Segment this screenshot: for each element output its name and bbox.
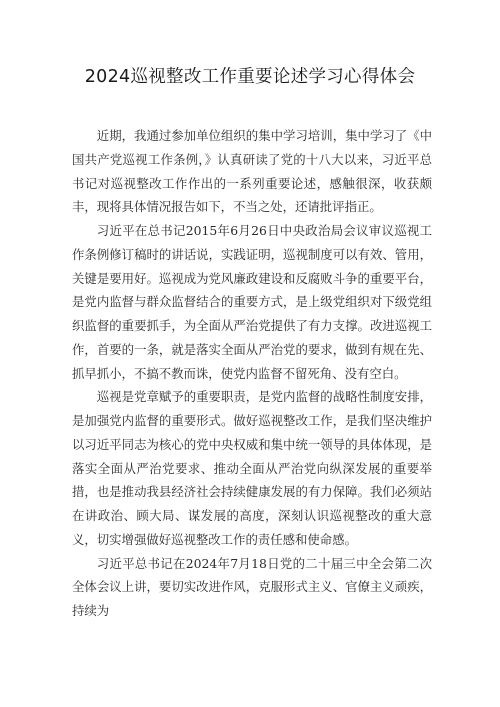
document-title: 2024巡视整改工作重要论述学习心得体会: [84, 67, 416, 87]
paragraph-4: 习近平总书记在2024年7月18日党的二十届三中全会第二次全体会议上讲，要切实改进作风，克服形式主义、官僚主义顽疾，持续为: [72, 555, 432, 618]
document-body: [72, 124, 432, 623]
paragraph-1: 近期，我通过参加单位组织的集中学习培训，集中学习了《中国共产党巡视工作条例，》认真研读了党的十八大以来，习近平总书记对巡视整改工作作出的一系列重要论述，感触很深，收获颇丰，现将具体情况报告如下，不当之处，还请批评指正。: [72, 128, 432, 215]
paragraph-2: 习近平在总书记2015年6月26日中央政治局会议审议巡视工作条例修订稿时的讲话说，实践证明，巡视制度可以有效、管用，关键是要用好。巡视成为党风廉政建设和反腐败斗争的重要平台，是党内监督与群众监督结合的重要方式，是上级党组织对下级党组织监督的重要抓手，为全面从严治党提供了有力支撑。改进巡视工作，首要的一条，就是落实全面从严治党的要求，做到有规在先、抓早抓小，不搞不教而诛，使党内监督不留死角、没有空白。: [72, 223, 432, 381]
paragraph-3: 巡视是党章赋予的重要职责，是党内监督的战略性制度安排，是加强党内监督的重要形式。做好巡视整改工作，是我们坚决维护以习近平同志为核心的党中央权威和集中统一领导的具体体现，是落实全面从严治党要求、推动全面从严治党向纵深发展的重要举措，也是推动我县经济社会持续健康发展的有力保障。我们必须站在讲政治、顾大局、谋发展的高度，深刻认识巡视整改的重大意义，切实增强做好巡视整改工作的责任感和使命感。: [72, 389, 432, 547]
